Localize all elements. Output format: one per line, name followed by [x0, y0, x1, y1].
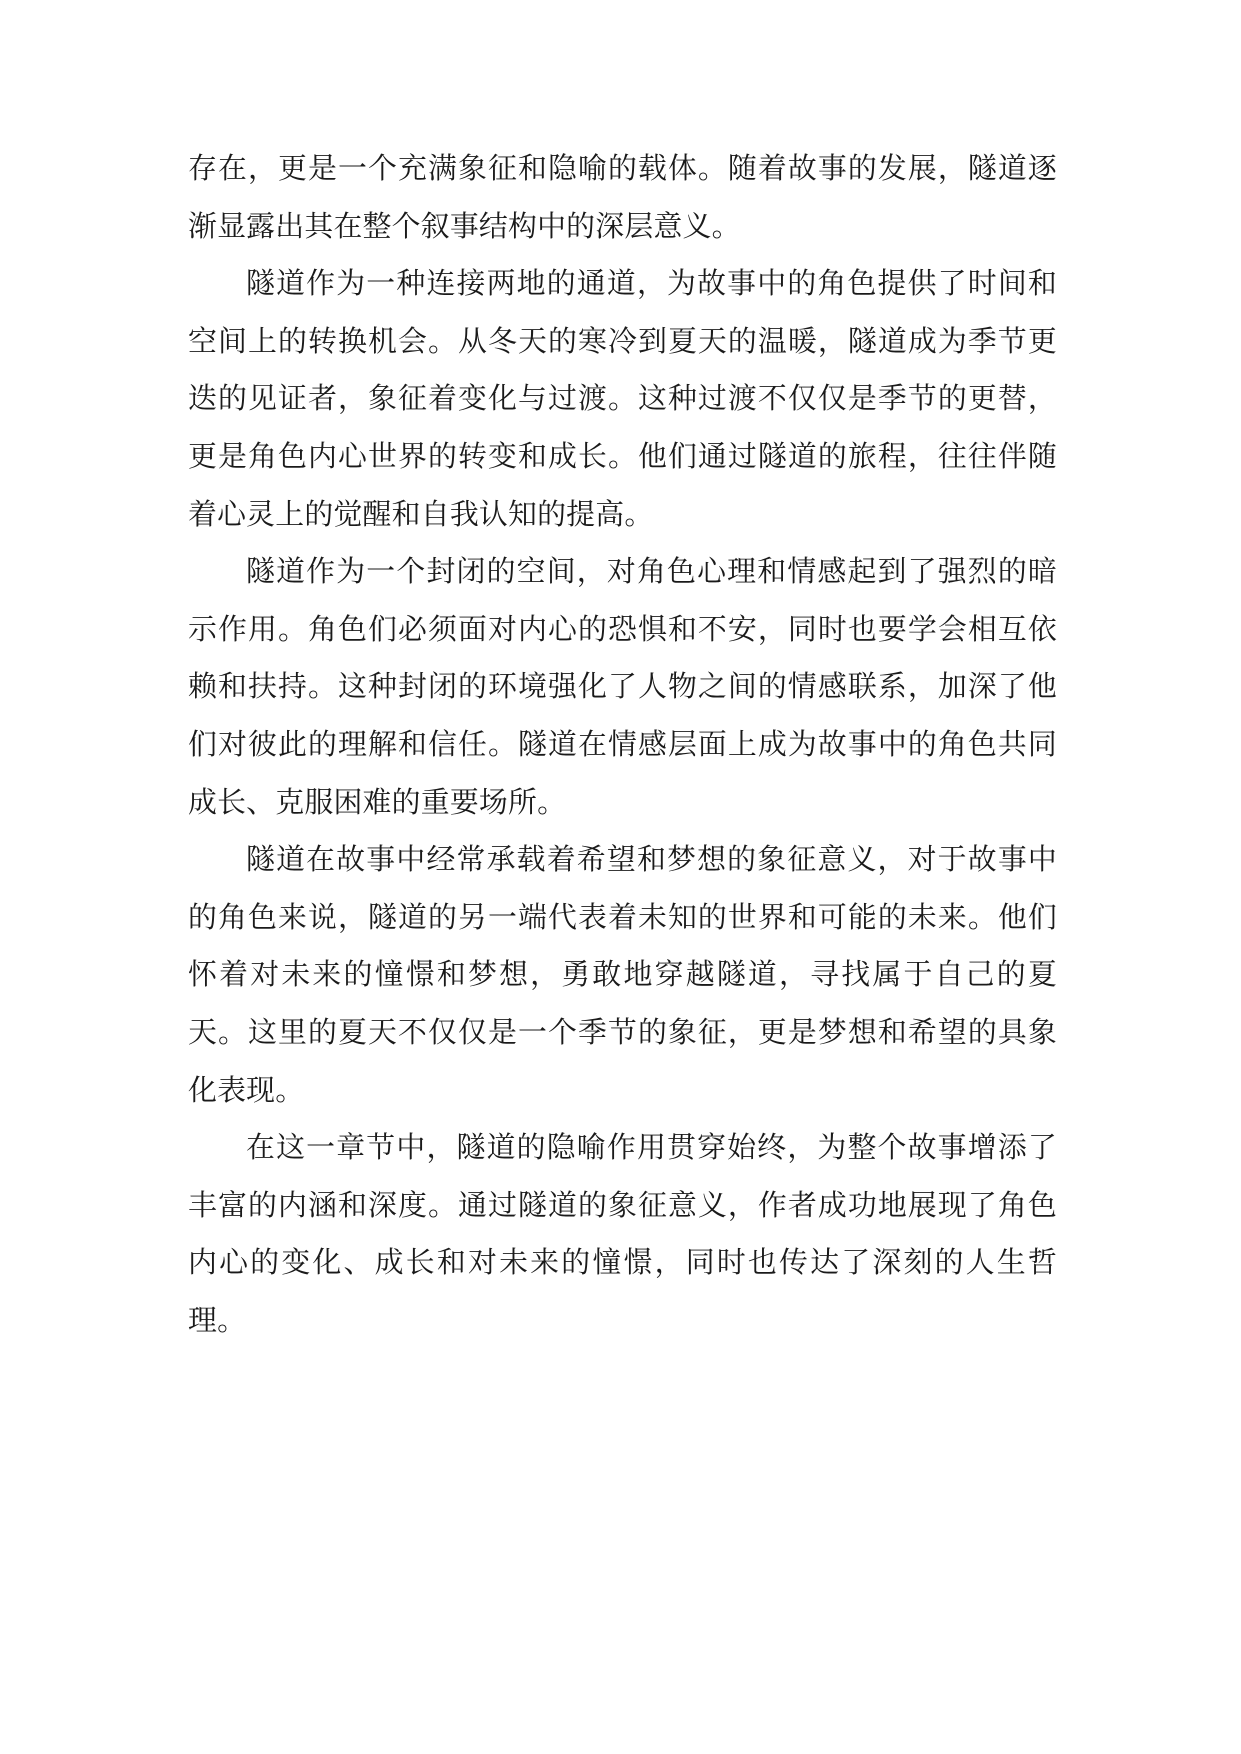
paragraph-continuation: 存在，更是一个充满象征和隐喻的载体。随着故事的发展，隧道逐渐显露出其在整个叙事结构中的深层意义。: [188, 151, 1057, 243]
document-page: [188, 140, 1057, 1349]
paragraph-tunnel-hope-dreams: 隧道在故事中经常承载着希望和梦想的象征意义，对于故事中的角色来说，隧道的另一端代表着未知的世界和可能的未来。他们怀着对未来的憧憬和梦想，勇敢地穿越隧道，寻找属于自己的夏天。这里的夏天不仅仅是一个季节的象征，更是梦想和希望的具象化表现。: [188, 842, 1057, 1107]
paragraph-tunnel-transition: 隧道作为一种连接两地的通道，为故事中的角色提供了时间和空间上的转换机会。从冬天的寒冷到夏天的温暖，隧道成为季节更迭的见证者，象征着变化与过渡。这种过渡不仅仅是季节的更替，更是角色内心世界的转变和成长。他们通过隧道的旅程，往往伴随着心灵上的觉醒和自我认知的提高。: [188, 266, 1057, 531]
paragraph-chapter-summary: 在这一章节中，隧道的隐喻作用贯穿始终，为整个故事增添了丰富的内涵和深度。通过隧道的象征意义，作者成功地展现了角色内心的变化、成长和对未来的憧憬，同时也传达了深刻的人生哲理。: [188, 1130, 1057, 1337]
paragraph-tunnel-enclosed-space: 隧道作为一个封闭的空间，对角色心理和情感起到了强烈的暗示作用。角色们必须面对内心的恐惧和不安，同时也要学会相互依赖和扶持。这种封闭的环境强化了人物之间的情感联系，加深了他们对彼此的理解和信任。隧道在情感层面上成为故事中的角色共同成长、克服困难的重要场所。: [188, 554, 1057, 819]
